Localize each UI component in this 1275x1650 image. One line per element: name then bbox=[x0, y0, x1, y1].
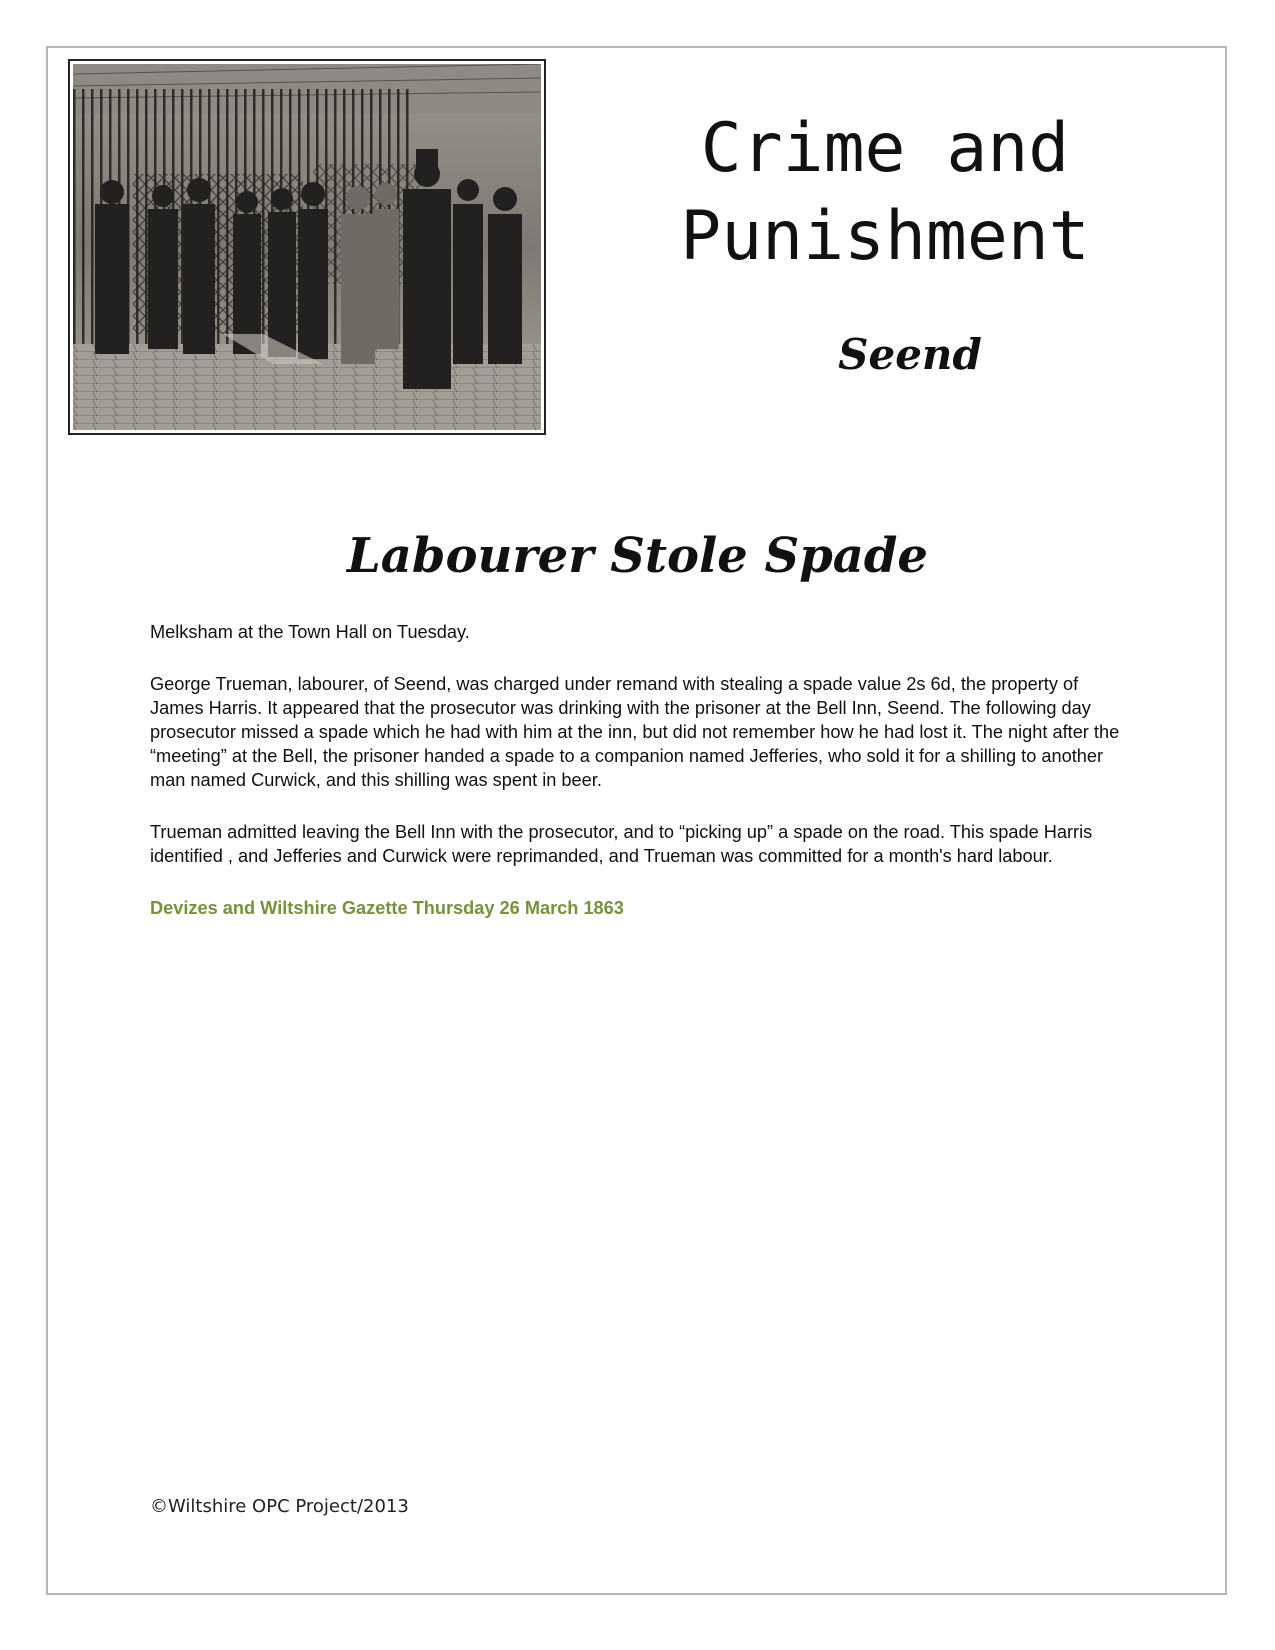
title-line-2: Punishment bbox=[680, 197, 1090, 276]
engraving-prison-gate-illustration bbox=[68, 59, 546, 435]
page-subtitle: Seend bbox=[838, 330, 982, 379]
copyright-footer: ©Wiltshire OPC Project/2013 bbox=[150, 1496, 409, 1517]
page-title bbox=[600, 105, 1170, 281]
article-paragraph: Trueman admitted leaving the Bell Inn with the prosecutor, and to “picking up” a spade on the road. This spade Harris identified , and Jefferies and Curwick were reprimanded, and Trueman was committed for a month's hard labour. bbox=[150, 822, 1093, 866]
article-paragraph: George Trueman, labourer, of Seend, was charged under remand with stealing a spade value 2s 6d, the property of James Harris. It appeared that the prosecutor was drinking with the prisoner at the Bell Inn, Seend. The following day prosecutor missed a spade which he had with him at the inn, but did not remember how he had lost it. The night after the “meeting” at the Bell, the prisoner handed a spade to a companion named Jefferies, who sold it for a shilling to another man named Curwick, and this shilling was spent in beer. bbox=[150, 674, 1120, 790]
article-source: Devizes and Wiltshire Gazette Thursday 26 March 1863 bbox=[150, 898, 624, 918]
article-headline: Labourer Stole Spade bbox=[347, 528, 928, 584]
title-line-1: Crime and bbox=[700, 109, 1070, 188]
article-paragraph: Melksham at the Town Hall on Tuesday. bbox=[150, 622, 470, 642]
article-body bbox=[150, 620, 1130, 948]
